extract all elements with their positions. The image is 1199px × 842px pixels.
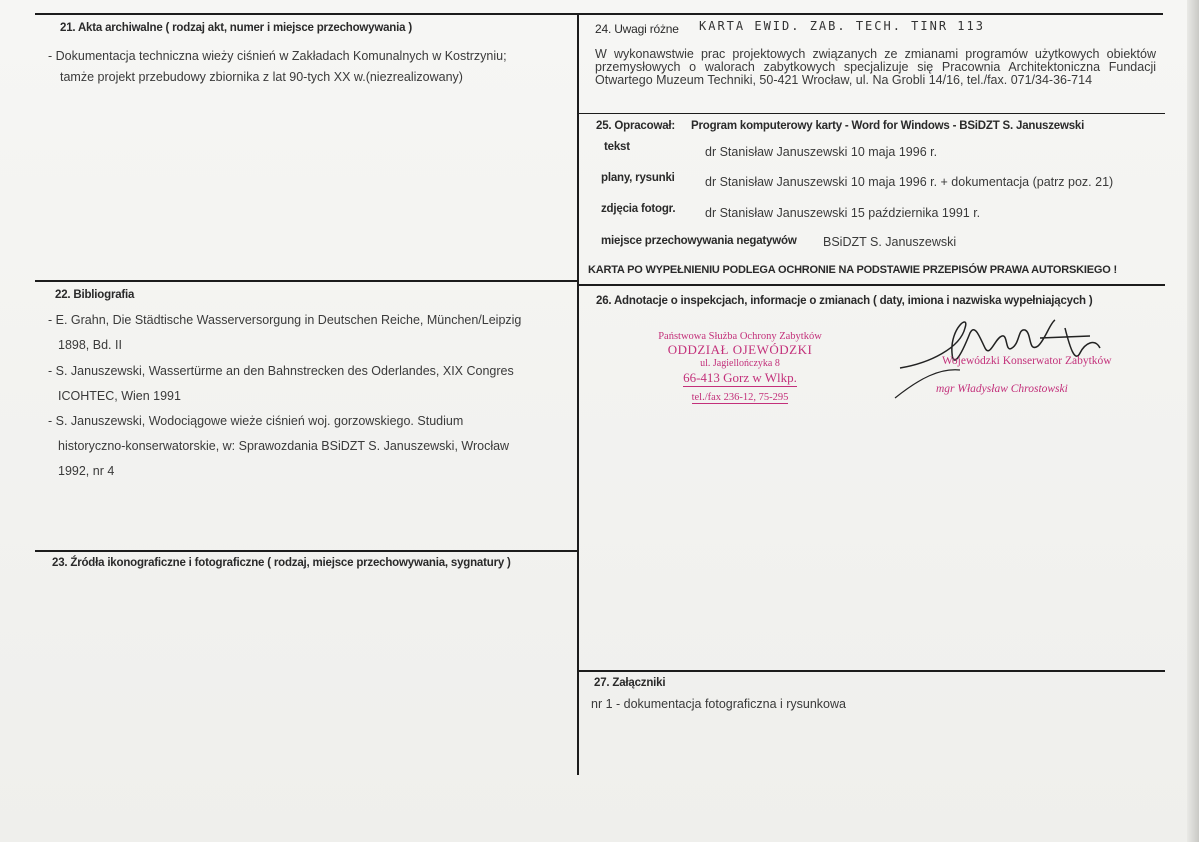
stamp-line: ODDZIAŁ OJEWÓDZKI (667, 342, 813, 357)
stamp-line: ul. Jagiellończyka 8 (700, 358, 780, 369)
section-22-header: 22. Bibliografia (55, 289, 135, 301)
row-label-plany: plany, rysunki (601, 172, 675, 184)
section-21-header: 21. Akta archiwalne ( rodzaj akt, numer i miejsce przechowywania ) (60, 22, 412, 34)
bib-line: historyczno-konserwatorskie, w: Sprawozdania BSiDZT S. Januszewski, Wrocław (58, 439, 510, 453)
negatives-value: BSiDZT S. Januszewski (823, 235, 957, 249)
row-value-zdjecia: dr Stanisław Januszewski 15 października 1991 r. (705, 206, 981, 220)
bib-line: - S. Januszewski, Wodociągowe wieże ciśnień woj. gorzowskiego. Studium (48, 414, 464, 428)
section-21-line-2: tamże projekt przebudowy zbiornika z lat 90-tych XX w.(niezrealizowany) (60, 70, 463, 84)
section-27-header: 27. Załączniki (594, 677, 666, 689)
bib-line: - S. Januszewski, Wassertürme an den Bahnstrecken des Oderlandes, XIX Congres (48, 364, 514, 378)
divider-26-27 (578, 670, 1165, 672)
section-24-header: 24. Uwagi różne (595, 22, 679, 36)
section-25-program: Program komputerowy karty - Word for Windows - BSiDZT S. Januszewski (691, 120, 1085, 132)
negatives-label: miejsce przechowywania negatywów (601, 235, 797, 247)
bib-line: - E. Grahn, Die Städtische Wasserversorgung in Deutschen Reiche, München/Leipzig (48, 313, 522, 327)
section-26-header: 26. Adnotacje o inspekcjach, informacje o zmianach ( daty, imiona i nazwiska wypełniających ) (596, 295, 1093, 307)
divider-22-23 (35, 550, 578, 552)
stamp-line: 66-413 Gorz w Wlkp. (683, 370, 797, 385)
section-27-line-1: nr 1 - dokumentacja fotograficzna i rysunkowa (591, 697, 846, 711)
section-21-line-1: - Dokumentacja techniczna wieży ciśnień w Zakładach Komunalnych w Kostrzyniu; (48, 49, 507, 63)
handwritten-note: KARTA EWID. ZAB. TECH. TINR 113 (699, 19, 985, 33)
divider-25-26 (578, 284, 1165, 286)
row-value-plany: dr Stanisław Januszewski 10 maja 1996 r. + dokumentacja (patrz poz. 21) (705, 175, 1114, 189)
row-label-zdjecia: zdjęcia fotogr. (601, 203, 676, 215)
bib-line: ICOHTEC, Wien 1991 (58, 389, 181, 403)
signature-name: mgr Władysław Chrostowski (936, 383, 1068, 395)
page-edge-shadow (1187, 0, 1199, 842)
signature-title: Wojewódzki Konserwator Zabytków (942, 355, 1112, 367)
stamp-line: Państwowa Służba Ochrony Zabytków (658, 331, 822, 342)
row-value-tekst: dr Stanisław Januszewski 10 maja 1996 r. (705, 145, 938, 159)
stamp-line: tel./fax 236-12, 75-295 (691, 392, 789, 403)
divider-21-22 (35, 280, 578, 282)
bib-line: 1992, nr 4 (58, 464, 115, 478)
divider-24-25 (578, 113, 1165, 114)
vertical-divider (577, 13, 579, 775)
section-25-header: 25. Opracował: (596, 120, 676, 132)
section-24-paragraph: W wykonawstwie prac projektowych związanych ze zmianami programów użytkowych obiektów przemysłowych o walorach zabytkowych specjalizuje się Pracownia Architektoniczna Fundacji Otwartego Muzeum Techniki, 50-421 Wrocław, ul. Na Grobli 14/16, tel./fax. 071/34-36-714 (595, 47, 1156, 87)
section-23-header: 23. Źródła ikonograficzne i fotograficzne ( rodzaj, miejsce przechowywania, sygnatury ) (52, 557, 511, 569)
office-stamp (655, 331, 825, 405)
bib-line: 1898, Bd. II (58, 338, 122, 352)
top-border (35, 13, 1163, 15)
copyright-warning: KARTA PO WYPEŁNIENIU PODLEGA OCHRONIE NA PODSTAWIE PRZEPISÓW PRAWA AUTORSKIEGO ! (588, 264, 1117, 276)
row-label-tekst: tekst (604, 141, 630, 153)
